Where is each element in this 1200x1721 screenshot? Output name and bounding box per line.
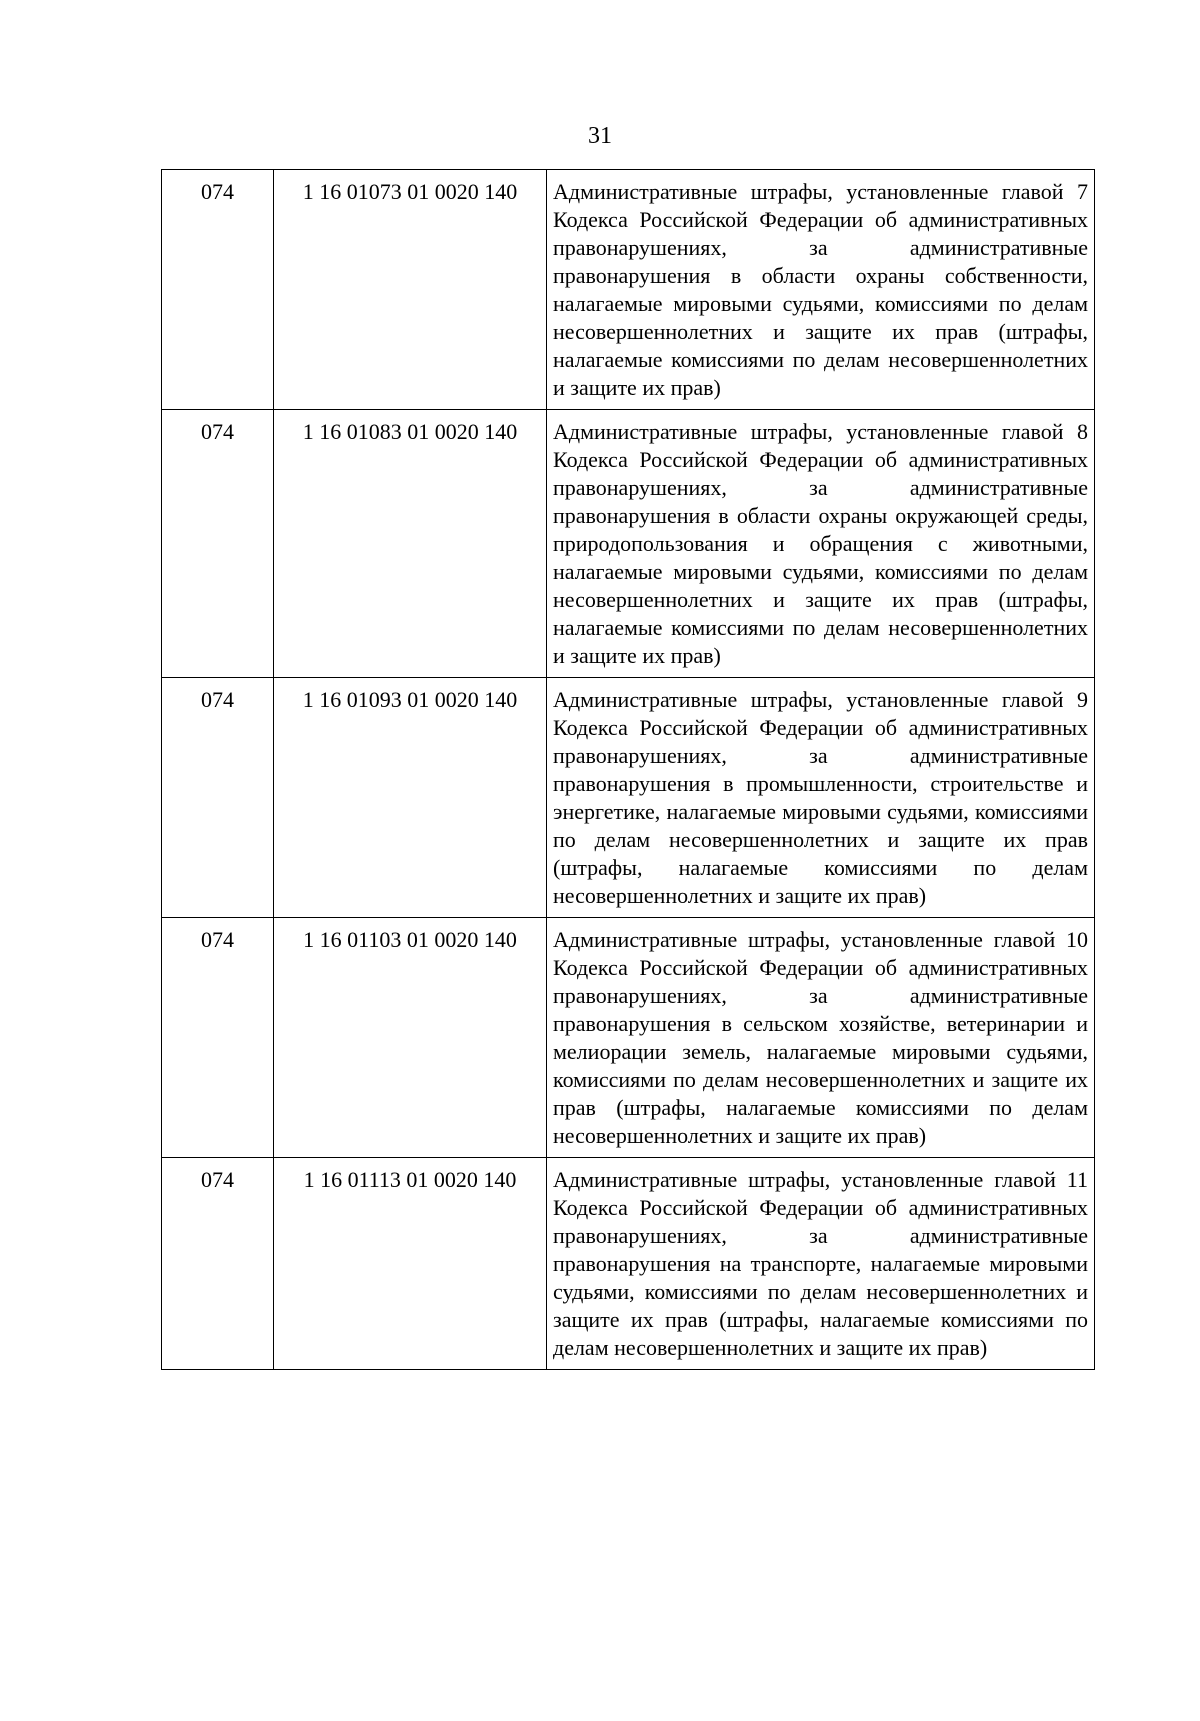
kbk-code-cell: 1 16 01103 01 0020 140 (274, 918, 547, 1158)
budget-codes-table (161, 169, 1095, 1370)
description-cell: Административные штрафы, установленные главой 7 Кодекса Российской Федерации об административных правонарушениях, за административные правонарушения в области охраны собственности, налагаемые мировыми судьями, комиссиями по делам несовершеннолетних и защите их прав (штрафы, налагаемые комиссиями по делам несовершеннолетних и защите их прав) (547, 170, 1095, 410)
table-row (162, 918, 1095, 1158)
kbk-code-cell: 1 16 01093 01 0020 140 (274, 678, 547, 918)
description-cell: Административные штрафы, установленные главой 11 Кодекса Российской Федерации об административных правонарушениях, за административные правонарушения на транспорте, налагаемые мировыми судьями, комиссиями по делам несовершеннолетних и защите их прав (штрафы, налагаемые комиссиями по делам несовершеннолетних и защите их прав) (547, 1158, 1095, 1370)
kbk-code-cell: 1 16 01073 01 0020 140 (274, 170, 547, 410)
page-number: 31 (588, 123, 612, 149)
admin-code-cell: 074 (162, 170, 274, 410)
table-row (162, 170, 1095, 410)
description-cell: Административные штрафы, установленные главой 10 Кодекса Российской Федерации об административных правонарушениях, за административные правонарушения в сельском хозяйстве, ветеринарии и мелиорации земель, налагаемые мировыми судьями, комиссиями по делам несовершеннолетних и защите их прав (штрафы, налагаемые комиссиями по делам несовершеннолетних и защите их прав) (547, 918, 1095, 1158)
admin-code-cell: 074 (162, 410, 274, 678)
table-row (162, 678, 1095, 918)
description-cell: Административные штрафы, установленные главой 9 Кодекса Российской Федерации об административных правонарушениях, за административные правонарушения в промышленности, строительстве и энергетике, налагаемые мировыми судьями, комиссиями по делам несовершеннолетних и защите их прав (штрафы, налагаемые комиссиями по делам несовершеннолетних и защите их прав) (547, 678, 1095, 918)
kbk-code-cell: 1 16 01083 01 0020 140 (274, 410, 547, 678)
description-cell: Административные штрафы, установленные главой 8 Кодекса Российской Федерации об административных правонарушениях, за административные правонарушения в области охраны окружающей среды, природопользования и обращения с животными, налагаемые мировыми судьями, комиссиями по делам несовершеннолетних и защите их прав (штрафы, налагаемые комиссиями по делам несовершеннолетних и защите их прав) (547, 410, 1095, 678)
table-row (162, 1158, 1095, 1370)
admin-code-cell: 074 (162, 918, 274, 1158)
kbk-code-cell: 1 16 01113 01 0020 140 (274, 1158, 547, 1370)
admin-code-cell: 074 (162, 1158, 274, 1370)
admin-code-cell: 074 (162, 678, 274, 918)
table-row (162, 410, 1095, 678)
